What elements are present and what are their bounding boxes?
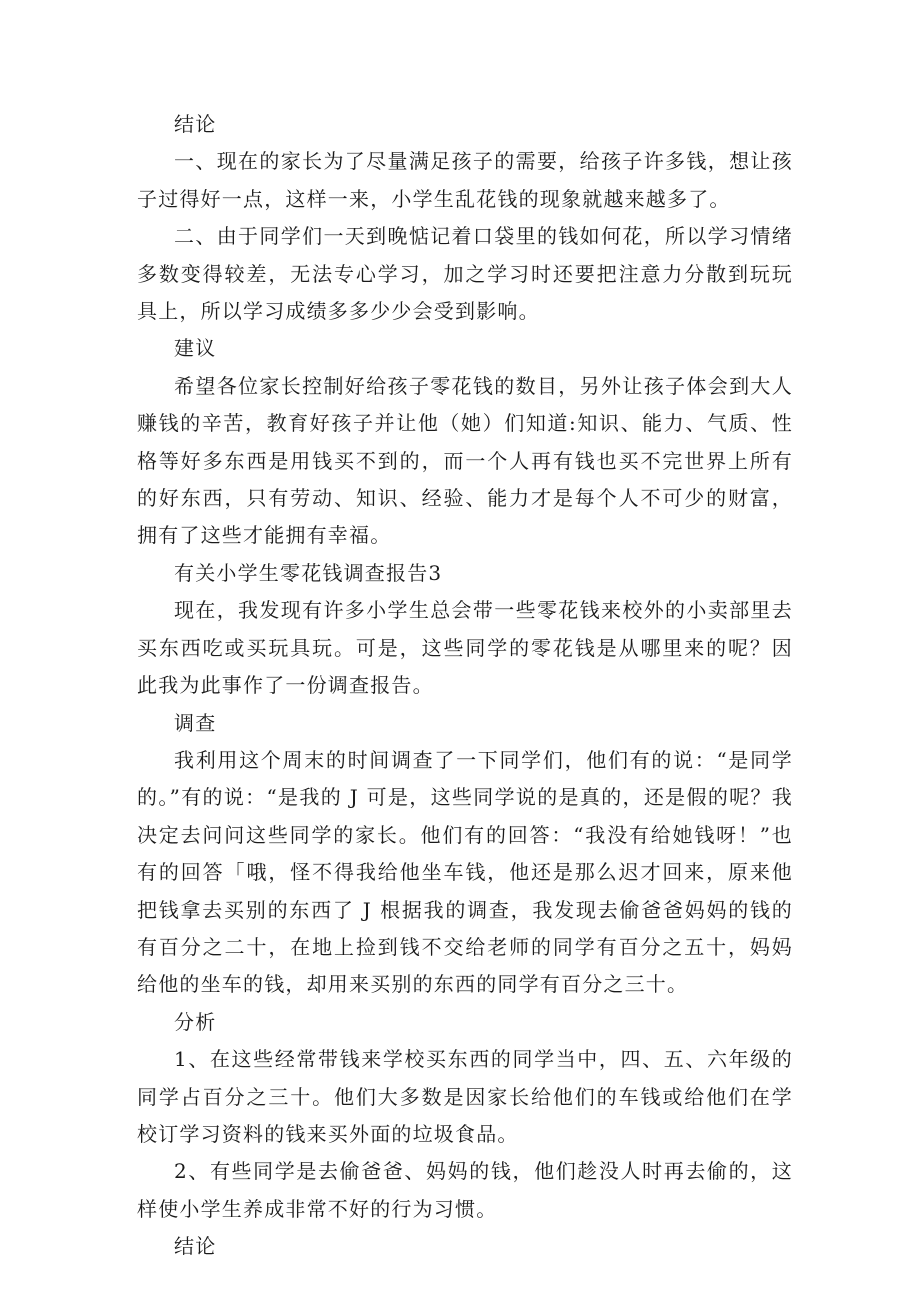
- report-title: 有关小学生零花钱调查报告3: [174, 560, 443, 585]
- paragraph: 2、有些同学是去偷爸爸、妈妈的钱，他们趁没人时再去偷的，这样使小学生养成非常不好的行为习惯。: [137, 1159, 793, 1221]
- section-heading-conclusion: 结论: [174, 112, 217, 136]
- section-heading-conclusion: 结论: [174, 1234, 217, 1259]
- section-heading-survey: 调查: [174, 710, 217, 735]
- document-body: [137, 106, 793, 1266]
- paragraph: 希望各位家长控制好给孩子零花钱的数目，另外让孩子体会到大人赚钱的辛苦，教育好孩子并让他（她）们知道:知识、能力、气质、性格等好多东西是用钱买不到的，而一个人再有钱也买不完世界上所有的好东西，只有劳动、知识、经验、能力才是每个人不可少的财富，拥有了这些才能拥有幸福。: [137, 373, 793, 548]
- paragraph: 一、现在的家长为了尽量满足孩子的需要，给孩子许多钱，想让孩子过得好一点，这样一来，小学生乱花钱的现象就越来越多了。: [137, 149, 793, 211]
- section-heading-analysis: 分析: [174, 1009, 217, 1034]
- paragraph: 现在，我发现有许多小学生总会带一些零花钱来校外的小卖部里去买东西吃或买玩具玩。可是，这些同学的零花钱是从哪里来的呢？因此我为此事作了一份调查报告。: [137, 598, 793, 698]
- paragraph: 1、在这些经常带钱来学校买东西的同学当中，四、五、六年级的同学占百分之三十。他们大多数是因家长给他们的车钱或给他们在学校订学习资料的钱来买外面的垃圾食品。: [137, 1047, 793, 1146]
- paragraph: 二、由于同学们一天到晚惦记着口袋里的钱如何花，所以学习情绪多数变得较差，无法专心学习，加之学习时还要把注意力分散到玩玩具上，所以学习成绩多多少少会受到影响。: [137, 224, 793, 324]
- paragraph: 我利用这个周末的时间调查了一下同学们，他们有的说：“是同学的。”有的说：“是我的 J 可是，这些同学说的是真的，还是假的呢？我决定去问问这些同学的家长。他们有的回答：“我没有给她钱呀！”也有的回答「哦，怪不得我给他坐车钱，他还是那么迟才回来，原来他把钱拿去买别的东西了 J 根据我的调查，我发现去偷爸爸妈妈的钱的有百分之二十，在地上捡到钱不交给老师的同学有百分之五十，妈妈给他的坐车的钱，却用来买别的东西的同学有百分之三十。: [137, 747, 793, 997]
- section-heading-suggestion: 建议: [174, 336, 217, 361]
